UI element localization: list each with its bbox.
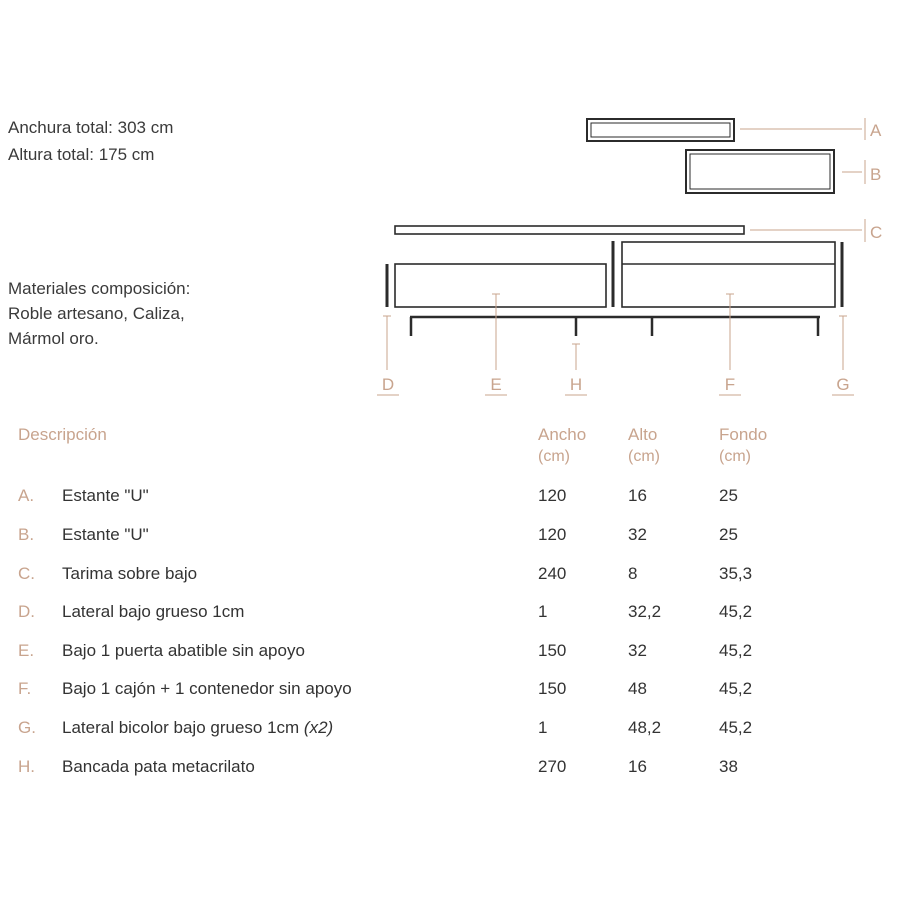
materials-line-1: Materiales composición: <box>8 279 191 298</box>
row-depth: 45,2 <box>719 718 753 737</box>
row-width: 270 <box>538 757 567 776</box>
row-height: 16 <box>628 757 647 776</box>
row-width: 150 <box>538 679 567 698</box>
header-depth-unit: (cm) <box>719 448 751 465</box>
header-height-label: Alto <box>628 425 658 444</box>
header-width-unit: (cm) <box>538 448 570 465</box>
table-row <box>0 718 900 748</box>
row-depth: 45,2 <box>719 679 753 698</box>
row-letter: C. <box>18 564 35 583</box>
total-height-text: Altura total: 175 cm <box>8 145 155 164</box>
header-height <box>628 424 660 468</box>
row-width: 120 <box>538 486 567 505</box>
row-quantity-suffix: (x2) <box>303 718 334 737</box>
header-depth <box>719 424 767 468</box>
label-d: D <box>381 375 395 394</box>
row-letter: G. <box>18 718 36 737</box>
row-width: 150 <box>538 641 567 660</box>
header-width-label: Ancho <box>538 425 587 444</box>
total-width-text: Anchura total: 303 cm <box>8 118 174 137</box>
row-letter: E. <box>18 641 35 660</box>
label-a: A <box>870 121 882 140</box>
row-depth: 35,3 <box>719 564 753 583</box>
row-description: Estante "U" <box>62 525 149 544</box>
table-row <box>0 641 900 671</box>
row-description: Estante "U" <box>62 486 149 505</box>
shelf-a-drawing <box>587 118 882 141</box>
row-width: 1 <box>538 602 548 621</box>
row-height: 48 <box>628 679 647 698</box>
label-b: B <box>870 165 882 184</box>
row-depth: 25 <box>719 486 738 505</box>
row-letter: D. <box>18 602 35 621</box>
row-height: 32 <box>628 641 647 660</box>
row-width: 1 <box>538 718 548 737</box>
lower-units-drawing <box>387 241 842 336</box>
header-width <box>538 424 586 468</box>
label-f: F <box>724 375 736 394</box>
row-width: 240 <box>538 564 567 583</box>
table-row <box>0 679 900 709</box>
label-h: H <box>569 375 583 394</box>
row-depth: 38 <box>719 757 738 776</box>
row-height: 8 <box>628 564 638 583</box>
table-row <box>0 564 900 594</box>
header-depth-label: Fondo <box>719 425 768 444</box>
row-width: 120 <box>538 525 567 544</box>
label-c: C <box>870 223 883 242</box>
row-height: 32 <box>628 525 647 544</box>
header-height-unit: (cm) <box>628 448 660 465</box>
materials-line-2: Roble artesano, Caliza, <box>8 304 185 323</box>
row-description: Lateral bicolor bajo grueso 1cm (x2) <box>62 718 334 737</box>
table-row <box>0 486 900 516</box>
furniture-diagram <box>0 0 900 410</box>
row-description: Bancada pata metacrilato <box>62 757 255 776</box>
header-description: Descripción <box>18 425 107 444</box>
row-depth: 45,2 <box>719 602 753 621</box>
tarima-c-drawing <box>395 219 882 242</box>
row-letter: F. <box>18 679 32 698</box>
table-row <box>0 602 900 632</box>
row-description: Lateral bajo grueso 1cm <box>62 602 245 621</box>
label-e: E <box>490 375 502 394</box>
materials-line-3: Mármol oro. <box>8 329 99 348</box>
table-row <box>0 757 900 787</box>
bottom-callouts <box>377 294 854 395</box>
row-height: 32,2 <box>628 602 662 621</box>
row-description: Bajo 1 cajón + 1 contenedor sin apoyo <box>62 679 352 698</box>
row-depth: 45,2 <box>719 641 753 660</box>
label-g: G <box>836 375 850 394</box>
shelf-b-drawing <box>686 150 881 193</box>
row-height: 48,2 <box>628 718 662 737</box>
row-height: 16 <box>628 486 647 505</box>
table-row <box>0 525 900 555</box>
row-depth: 25 <box>719 525 738 544</box>
row-description: Tarima sobre bajo <box>62 564 198 583</box>
row-letter: H. <box>18 757 35 776</box>
row-letter: A. <box>18 486 35 505</box>
row-description: Bajo 1 puerta abatible sin apoyo <box>62 641 305 660</box>
row-letter: B. <box>18 525 35 544</box>
